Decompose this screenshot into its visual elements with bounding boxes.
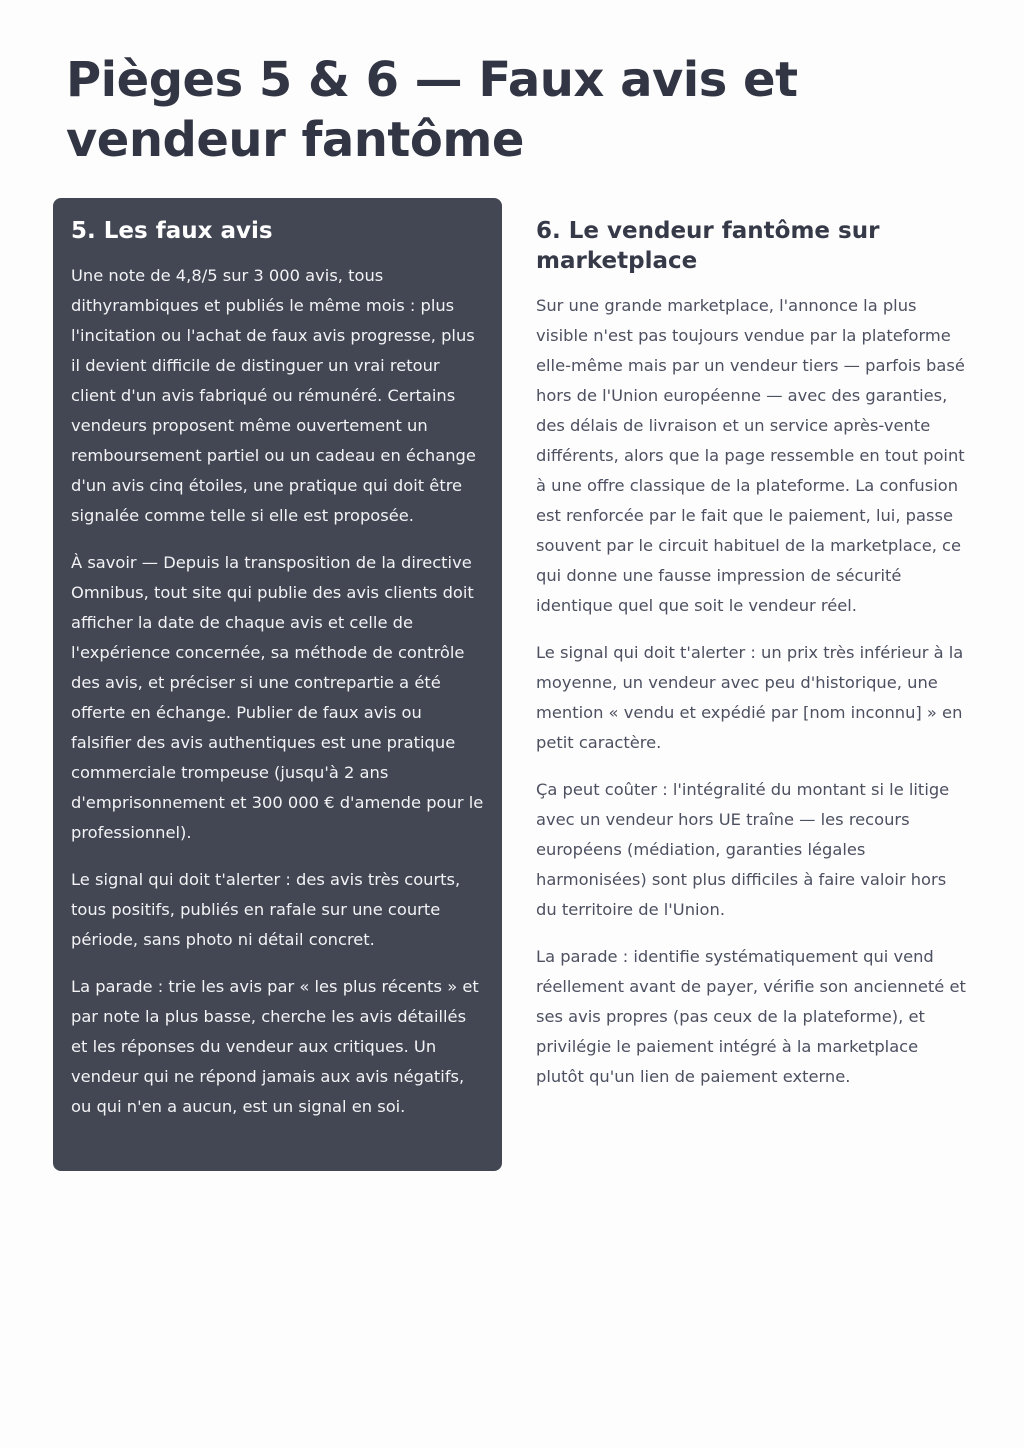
fake-reviews-paragraph: Le signal qui doit t'alerter : des avis très courts, tous positifs, publiés en rafale sur une courte période, sans photo ni détail concret. [71, 870, 461, 949]
ghost-seller-paragraph: Ça peut coûter : l'intégralité du montant si le litige avec un vendeur hors UE traîne — les recours européens (médiation, garanties légales harmonisées) sont plus difficiles à faire valoir hors du territoire de l'Union. [536, 780, 950, 919]
fake-reviews-heading: 5. Les faux avis [71, 218, 273, 244]
fake-reviews-paragraph: À savoir — Depuis la transposition de la directive Omnibus, tout site qui publie des avis clients doit afficher la date de chaque avis et celle de l'expérience concernée, sa méthode de contrôle des avis, et préciser si une contrepartie a été offerte en échange. Publier de faux avis ou falsifier des avis authentiques est une pratique commerciale trompeuse (jusqu'à 2 ans d'emprisonnement et 300 000 € d'amende pour le professionnel). [71, 553, 484, 842]
ghost-seller-paragraph: Sur une grande marketplace, l'annonce la plus visible n'est pas toujours vendue par la plateforme elle-même mais par un vendeur tiers — parfois basé hors de l'Union européenne — avec des garanties, des délais de livraison et un service après-vente différents, alors que la page ressemble en tout point à une offre classique de la plateforme. La confusion est renforcée par le fait que le paiement, lui, passe souvent par le circuit habituel de la marketplace, ce qui donne une fausse impression de sécurité identique quel que soit le vendeur réel. [536, 296, 965, 615]
ghost-seller-paragraph: Le signal qui doit t'alerter : un prix très inférieur à la moyenne, un vendeur avec peu d'historique, une mention « vendu et expédié par [nom inconnu] » en petit caractère. [536, 643, 964, 752]
ghost-seller-heading: 6. Le vendeur fantôme sur marketplace [536, 218, 880, 274]
fake-reviews-paragraph: Une note de 4,8/5 sur 3 000 avis, tous dithyrambiques et publiés le même mois : plus l'incitation ou l'achat de faux avis progresse, plus il devient difficile de distinguer un vrai retour client d'un avis fabriqué ou rémunéré. Certains vendeurs proposent même ouvertement un remboursement partiel ou un cadeau en échange d'un avis cinq étoiles, une pratique qui doit être signalée comme telle si elle est proposée. [71, 266, 476, 525]
ghost-seller-paragraph: La parade : identifie systématiquement qui vend réellement avant de payer, vérifie son ancienneté et ses avis propres (pas ceux de la plateforme), et privilégie le paiement intégré à la marketplace plutôt qu'un lien de paiement externe. [536, 947, 966, 1086]
fake-reviews-paragraph: La parade : trie les avis par « les plus récents » et par note la plus basse, cherche les avis détaillés et les réponses du vendeur aux critiques. Un vendeur qui ne répond jamais aux avis négatifs, ou qui n'en a aucun, est un signal en soi. [71, 977, 479, 1116]
page-title: Pièges 5 & 6 — Faux avis et vendeur fantôme [66, 52, 798, 168]
ghost-seller-section [518, 198, 970, 1109]
fake-reviews-card [53, 198, 502, 1171]
